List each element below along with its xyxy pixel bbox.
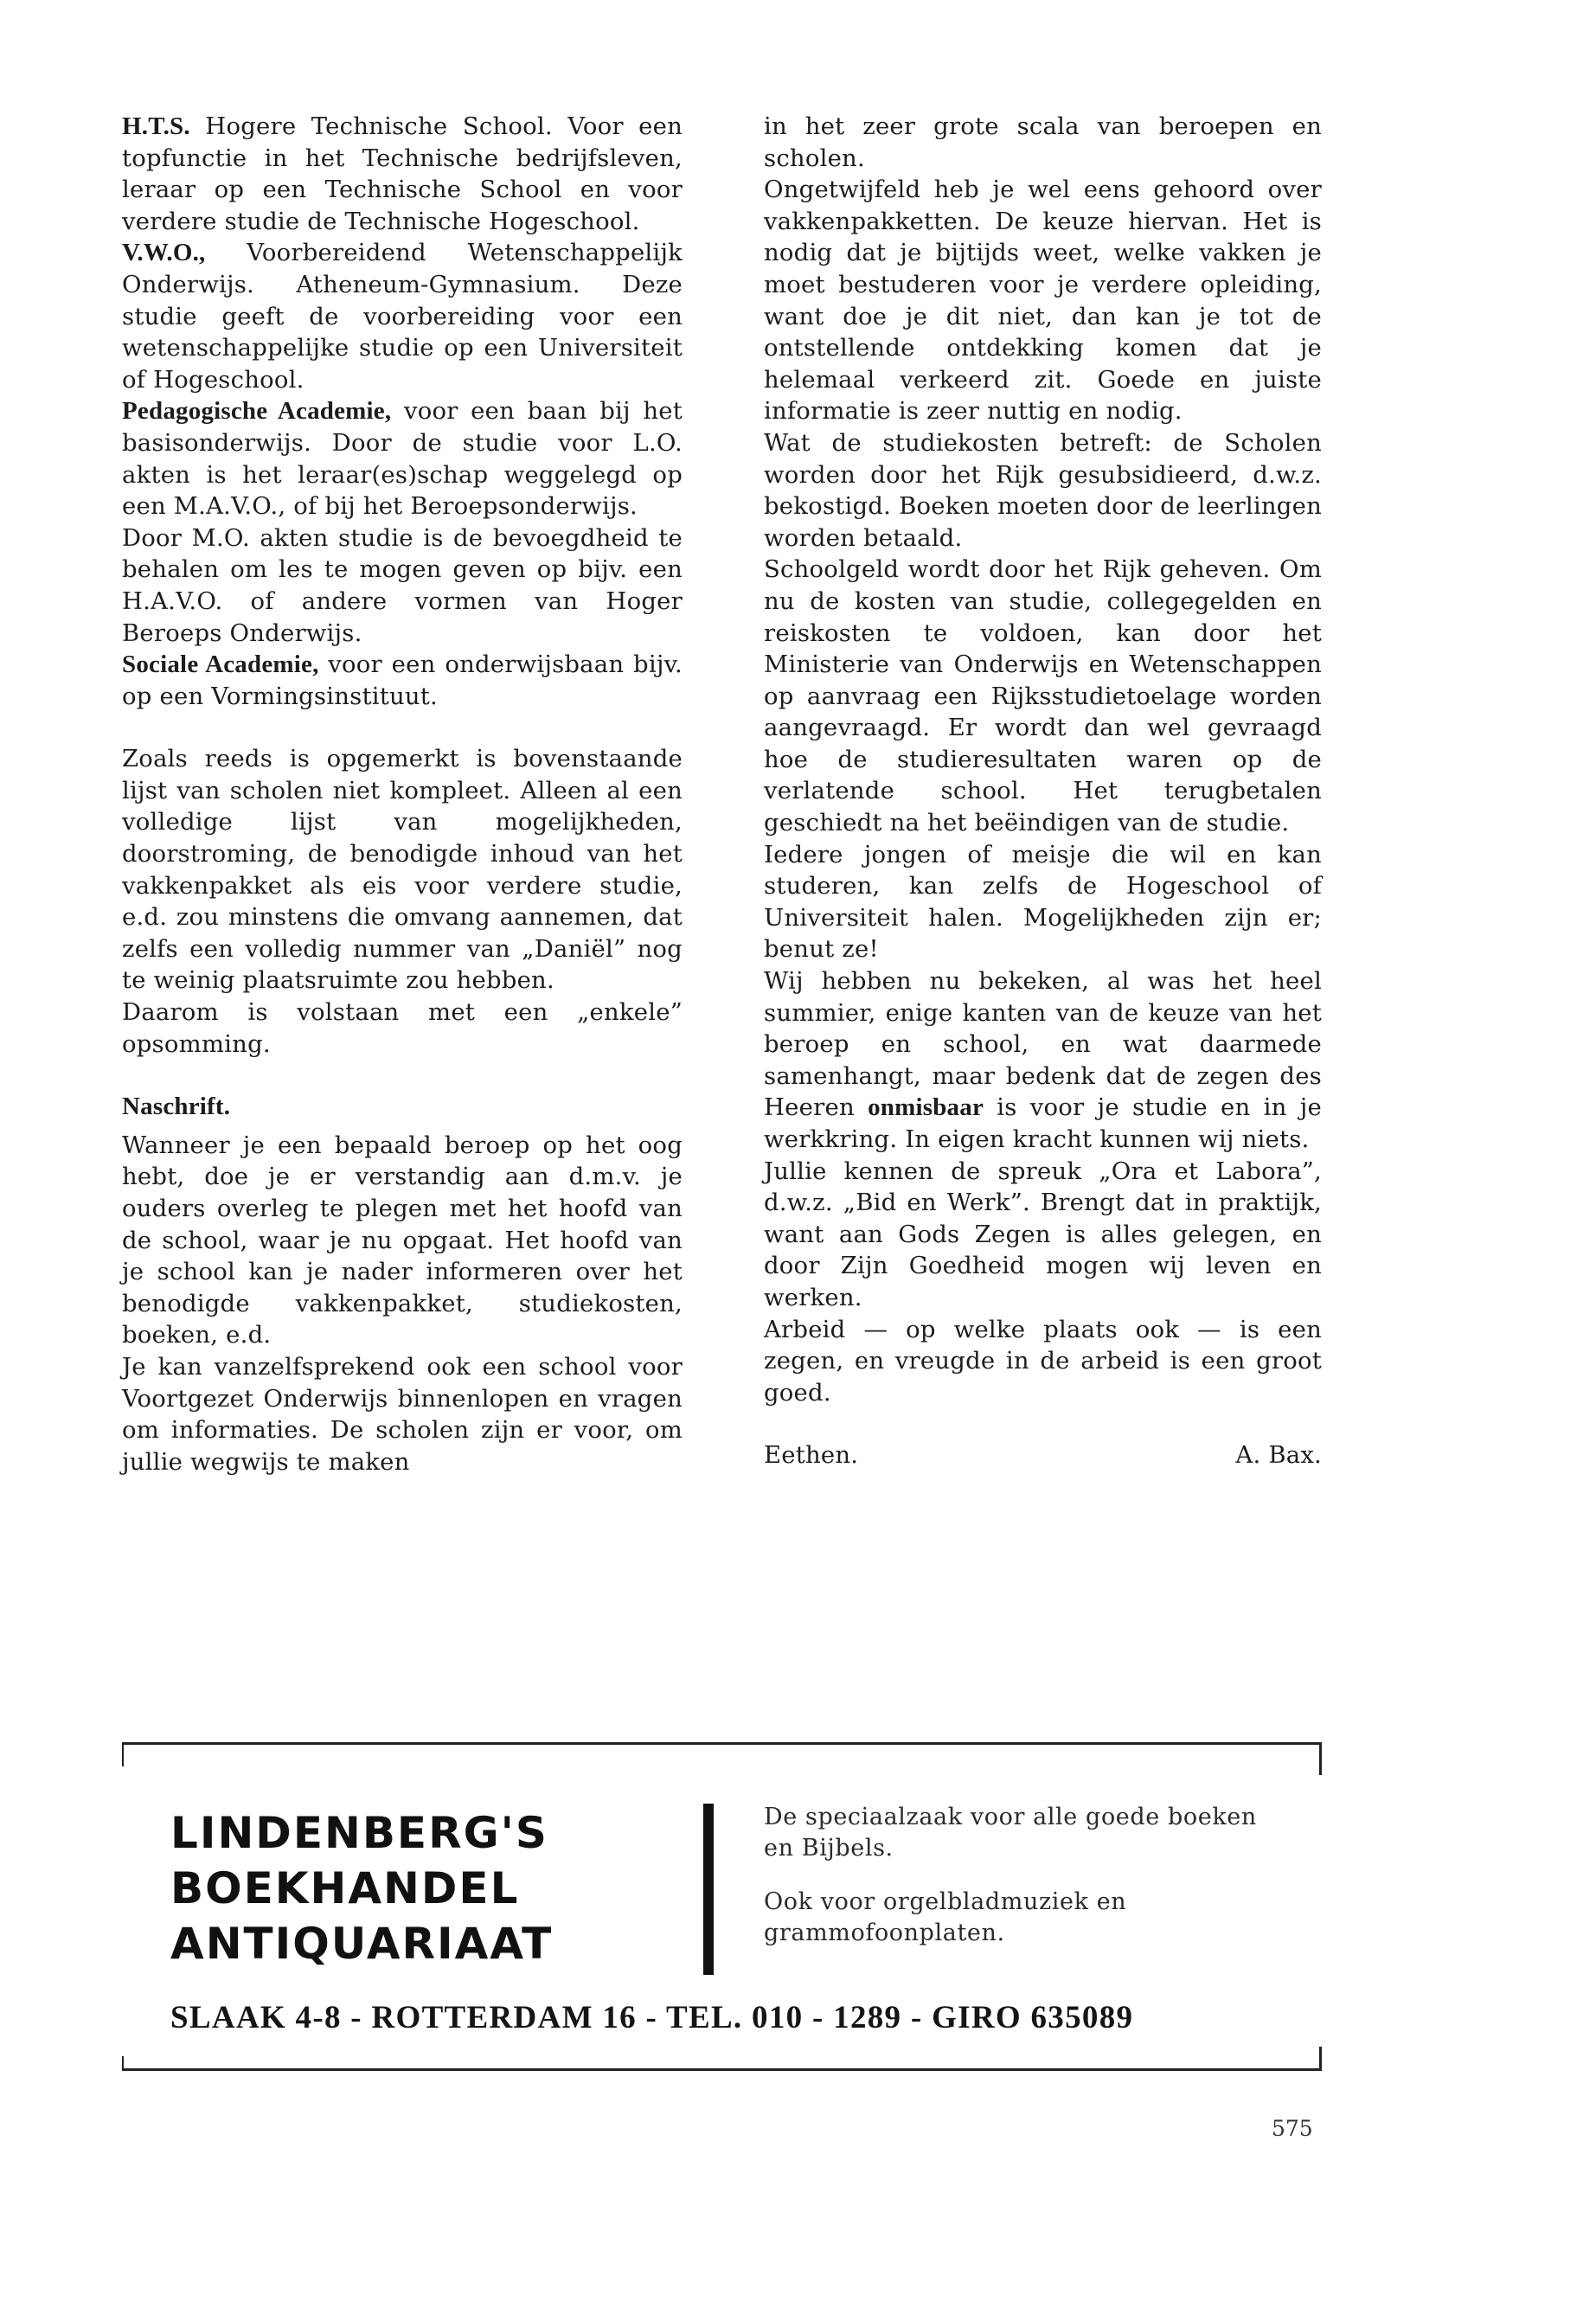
signoff xyxy=(764,1439,1322,1471)
paragraph-wij-hebben: Wij hebben nu bekeken, al was het heel summier, enige kanten van de keuze van het beroep en school, en wat daarmede samenhangt, maar bedenk dat de zegen des Heeren onmisbaar is voor je studie en in je werkkring. In eigen kracht kunnen wij niets. xyxy=(764,967,1322,1153)
right-column xyxy=(764,111,1322,1471)
place: Eethen. xyxy=(764,1441,859,1470)
blurb-line: De speciaalzaak voor alle goede boeken en Bijbels. xyxy=(764,1804,1257,1862)
author: A. Bax. xyxy=(1235,1441,1322,1470)
paragraph-scala: in het zeer grote scala van beroepen en scholen. xyxy=(764,112,1322,172)
paragraph-studiekosten: Wat de studiekosten betreft: de Scholen worden door het Rijk gesubsidieerd, d.w.z. bekostigd. Boeken moeten door de leerlingen worden betaald. xyxy=(764,428,1322,552)
paragraph-hts: H.T.S. Hogere Technische School. Voor een topfunctie in het Technische bedrijfsleven, leraar op een Technische School en voor verdere studie de Technische Hogeschool. xyxy=(122,112,683,235)
frame-edge xyxy=(122,2056,124,2068)
paragraph-pedagogische: Pedagogische Academie, voor een baan bij het basisonderwijs. Door de studie voor L.O. akten is het leraar(es)schap weggelegd op een M.A.V.O., of bij het Beroepsonderwijs. xyxy=(122,397,683,521)
paragraph-mo-akten: Door M.O. akten studie is de bevoegdheid te behalen om les te mogen geven op bijv. een H.A.V.O. of andere vormen van Hoger Beroeps Onderwijs. xyxy=(122,523,683,647)
blurb-line: Ook voor orgelbladmuziek en grammofoonplaten. xyxy=(764,1888,1127,1946)
shop-name-line: BOEKHANDEL xyxy=(170,1863,520,1913)
advertisement-box xyxy=(122,1742,1322,2071)
paragraph-zoals: Zoals reeds is opgemerkt is bovenstaande lijst van scholen niet kompleet. Alleen al een volledige lijst van mogelijkheden, doorstroming, de benodigde inhoud van het vakkenpakket als eis voor verdere studie, e.d. zou minstens die omvang aannemen, dat zelfs een volledig nummer van „Daniël” nog te weinig plaatsruimte zou hebben. xyxy=(122,745,683,995)
paragraph-spreuk: Jullie kennen de spreuk „Ora et Labora”, d.w.z. „Bid en Werk”. Brengt dat in praktijk, want aan Gods Zegen is alles gelegen, en door Zijn Goedheid mogen wij leven en werken. xyxy=(764,1157,1322,1311)
left-column xyxy=(122,111,683,1477)
shop-address: SLAAK 4-8 - ROTTERDAM 16 - TEL. 010 - 1289 - GIRO 635089 xyxy=(170,2000,1134,2035)
shop-blurb xyxy=(764,1802,1283,1949)
frame-edge xyxy=(122,1745,124,1766)
paragraph-schoolgeld: Schoolgeld wordt door het Rijk geheven. Om nu de kosten van studie, collegegelden en reiskosten te voldoen, kan door het Ministerie van Onderwijs en Wetenschappen op aanvraag een Rijksstudietoelage worden aangevraagd. Er wordt dan wel gevraagd hoe de studieresultaten waren op de verlatende school. Het terugbetalen geschiedt na het beëindigen van de studie. xyxy=(764,555,1322,837)
shop-name-line: ANTIQUARIAAT xyxy=(170,1919,554,1969)
page-number: 575 xyxy=(1272,2116,1313,2141)
paragraph-vwo: V.W.O., Voorbereidend Wetenschappelijk Onderwijs. Atheneum-Gymnasium. Deze studie geeft de voorbereiding voor een wetenschappelijke studie op een Universiteit of Hogeschool. xyxy=(122,239,683,394)
paragraph-arbeid: Arbeid — op welke plaats ook — is een zegen, en vreugde in de arbeid is een groot goed. xyxy=(764,1315,1322,1407)
paragraph-sociale: Sociale Academie, voor een onderwijsbaan bijv. op een Vormingsinstituut. xyxy=(122,651,683,710)
paragraph-vakkenpakketten: Ongetwijfeld heb je wel eens gehoord over vakkenpakketten. De keuze hiervan. Het is nodig dat je bijtijds weet, welke vakken je moet bestuderen voor je verdere opleiding, want doe je dit niet, dan kan je tot de ontstellende ontdekking komen dat je helemaal verkeerd zit. Goede en juiste informatie is zeer nuttig en nodig. xyxy=(764,176,1322,426)
paragraph-daarom: Daarom is volstaan met een „enkele” opsomming. xyxy=(122,998,683,1058)
paragraph-wanneer: Wanneer je een bepaald beroep op het oog hebt, doe je er verstandig aan d.m.v. je ouders overleg te plegen met het hoofd van de school, waar je nu opgaat. Het hoofd van je school kan je nader informeren over het benodigde vakkenpakket, studiekosten, boeken, e.d. xyxy=(122,1131,683,1349)
shop-name xyxy=(170,1805,553,1971)
vertical-divider-bar xyxy=(703,1804,714,1975)
paragraph-je-kan: Je kan vanzelfsprekend ook een school voor Voortgezet Onderwijs binnenlopen en vragen om informaties. De scholen zijn er voor, om jullie wegwijs te maken xyxy=(122,1352,683,1476)
frame-edge xyxy=(1319,1745,1322,1775)
frame-edge xyxy=(1319,2047,1322,2068)
shop-name-line: LINDENBERG'S xyxy=(170,1808,548,1858)
paragraph-iedere: Iedere jongen of meisje die wil en kan studeren, kan zelfs de Hogeschool of Universiteit halen. Mogelijkheden zijn er; benut ze! xyxy=(764,840,1322,964)
section-heading: Naschrift. xyxy=(122,1093,231,1121)
